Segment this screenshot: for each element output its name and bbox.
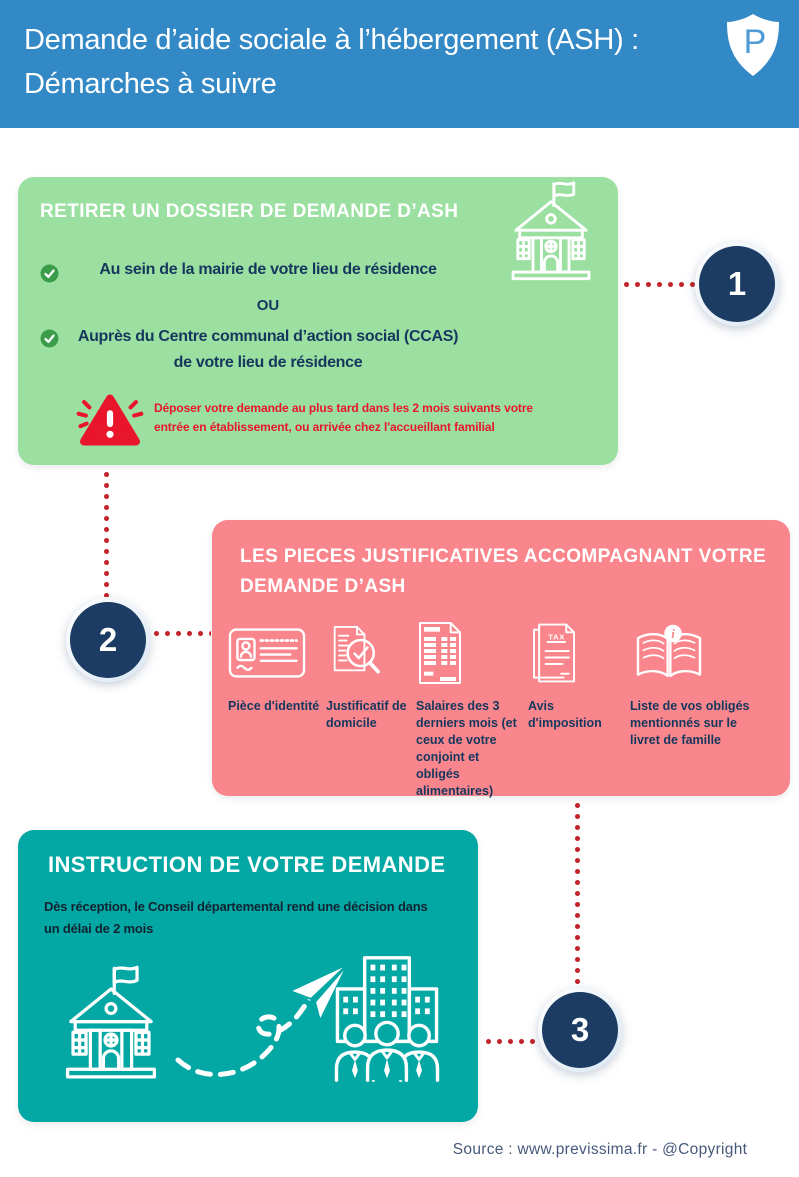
step-badge-1 [695,242,779,326]
previssima-shield-logo [722,12,784,78]
footer-source: Source : www.previssima.fr - @Copyright [452,1141,748,1158]
header [0,0,799,128]
page-title [24,18,639,106]
step3-body [44,896,428,940]
document-item [630,616,758,749]
warning-line1: Déposer votre demande au plus tard dans les 2 mois suivants votre [154,401,533,415]
step2-title [240,542,766,602]
step2-card [212,520,790,796]
document-item [416,616,524,800]
address-proof-icon [326,623,388,683]
step1-option2-line1: Auprès du Centre communal d’action social (CCAS) [77,328,459,345]
payslip-icon [416,621,464,685]
step3-card [18,830,478,1122]
dotted-connector-step2-to-3 [574,800,581,986]
step1-title: RETIRER UN DOSSIER DE DEMANDE D’ASH [40,201,459,222]
tax-notice-icon [528,622,580,684]
document-label: Pièce d'identité [228,699,320,713]
warning-icon [76,389,144,451]
tax-label: TAX [548,632,566,642]
badge-number: 2 [70,602,146,678]
document-label: Avis d'imposition [528,699,602,730]
dotted-connector-step2 [151,630,211,637]
step3-body-line2: un délai de 2 mois [44,921,154,936]
dotted-connector-step1-to-2 [103,469,110,597]
council-buildings-icon [301,952,473,1088]
id-card-icon [228,627,306,679]
step3-title: INSTRUCTION DE VOTRE DEMANDE [48,852,446,877]
document-item [228,616,324,715]
step1-option2 [48,324,488,376]
document-item [528,616,630,732]
step2-title-line2: DEMANDE D’ASH [240,576,406,597]
info-icon: i [671,627,675,642]
logo-letter: P [743,23,767,61]
step-badge-2 [66,598,150,682]
step2-title-line1: LES PIECES JUSTIFICATIVES ACCOMPAGNANT VOTRE [240,546,767,567]
step-badge-3 [538,988,622,1072]
badge-number: 1 [699,246,775,322]
or-label: OU [256,297,280,314]
dotted-connector-step3 [483,1038,538,1045]
town-hall-icon [494,179,608,291]
document-label: Salaires des 3 derniers mois (et ceux de votre conjoint et obligés alimentaires) [416,699,517,798]
warning-text [154,399,533,437]
step3-body-line1: Dès réception, le Conseil départemental rend une décision dans [44,899,428,914]
family-book-icon [630,622,708,684]
page-title-line2: Démarches à suivre [24,68,277,100]
document-item [326,616,418,732]
dotted-connector-step1 [621,281,695,288]
step1-card [18,177,618,465]
document-label: Liste de vos obligés mentionnés sur le livret de famille [630,699,750,747]
step1-option1: Au sein de la mairie de votre lieu de résidence [99,261,437,278]
document-label: Justificatif de domicile [326,699,407,730]
town-hall-icon [36,963,186,1091]
warning-line2: entrée en établissement, ou arrivée chez l'accueillant familial [154,420,495,434]
step1-option2-line2: de votre lieu de résidence [173,354,363,371]
page-title-line1: Demande d’aide sociale à l’hébergement (ASH) : [24,24,639,56]
badge-number: 3 [542,992,618,1068]
